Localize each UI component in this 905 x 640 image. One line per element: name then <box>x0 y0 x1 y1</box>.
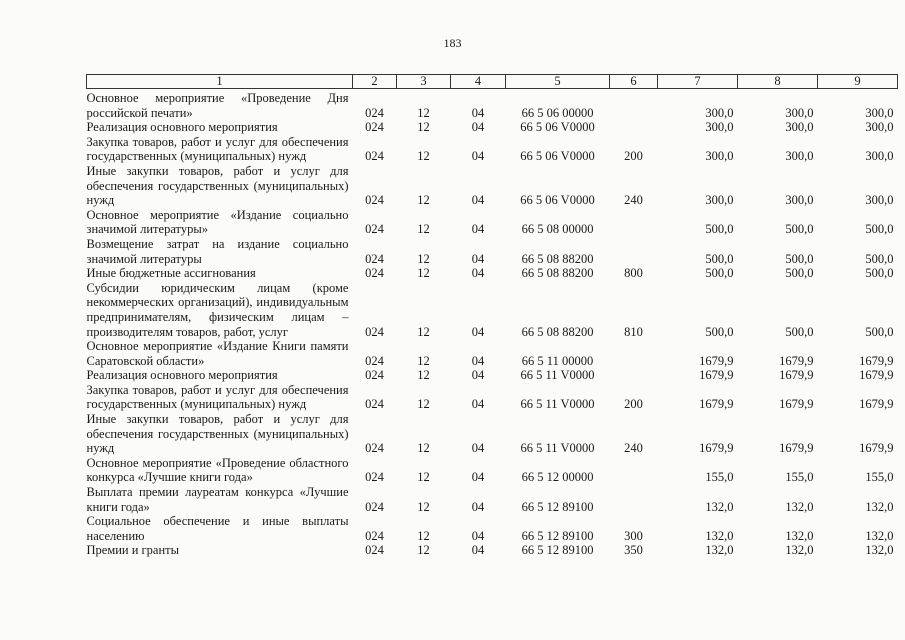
page-number: 183 <box>443 36 462 50</box>
cell-c8: 1679,9 <box>779 353 814 368</box>
cell-c3: 12 <box>417 251 430 266</box>
cell-c9: 500,0 <box>865 222 894 237</box>
cell-c3: 12 <box>417 324 430 339</box>
cell-c3: 12 <box>417 441 430 456</box>
cell-c8: 132,0 <box>785 499 814 514</box>
cell-c4: 04 <box>471 397 485 412</box>
cell-c9: 132,0 <box>865 543 894 558</box>
cell-c4: 04 <box>471 266 485 281</box>
cell-c8: 1679,9 <box>779 397 814 412</box>
cell-c6 <box>610 208 658 237</box>
cell-c9: 500,0 <box>865 251 894 266</box>
row-name: Премии и гранты <box>86 543 180 558</box>
cell-c8: 300,0 <box>785 120 814 135</box>
cell-c3: 12 <box>417 528 430 543</box>
column-header: 4 <box>451 75 506 89</box>
cell-c6: 200 <box>624 149 643 164</box>
cell-c7: 500,0 <box>705 266 734 281</box>
cell-c3: 12 <box>417 193 430 208</box>
cell-c8: 500,0 <box>785 266 814 281</box>
cell-c4: 04 <box>471 368 485 383</box>
budget-table <box>86 74 898 558</box>
cell-c3: 12 <box>417 266 430 281</box>
cell-c3: 12 <box>417 105 430 120</box>
cell-c6: 810 <box>624 324 643 339</box>
row-name: Основное мероприятие «Проведение Дня российской печати» <box>86 91 349 120</box>
cell-c3: 12 <box>417 499 430 514</box>
cell-c8: 132,0 <box>785 543 814 558</box>
table-row <box>87 266 898 281</box>
row-name: Иные закупки товаров, работ и услуг для обеспечения государственных (муниципальных) нужд <box>86 412 349 456</box>
cell-c6: 240 <box>624 193 643 208</box>
cell-c9: 1679,9 <box>859 397 894 412</box>
column-header: 2 <box>353 75 397 89</box>
cell-c6 <box>610 237 658 266</box>
cell-c8: 132,0 <box>785 528 814 543</box>
cell-c6 <box>610 89 658 121</box>
cell-c7: 1679,9 <box>699 368 734 383</box>
cell-c2: 024 <box>365 528 384 543</box>
cell-c9: 300,0 <box>865 105 894 120</box>
table-row <box>87 456 898 485</box>
cell-c8: 300,0 <box>785 149 814 164</box>
row-name: Социальное обеспечение и иные выплаты населению <box>86 514 349 543</box>
cell-c2: 024 <box>365 193 384 208</box>
cell-c6: 350 <box>624 543 643 558</box>
cell-c2: 024 <box>365 441 384 456</box>
table-row <box>87 412 898 456</box>
row-name: Основное мероприятие «Проведение областного конкурса «Лучшие книги года» <box>86 455 349 485</box>
cell-c7: 132,0 <box>705 528 734 543</box>
cell-c5: 66 5 12 89100 <box>521 528 594 543</box>
cell-c8: 1679,9 <box>779 368 814 383</box>
cell-c4: 04 <box>471 251 485 266</box>
cell-c4: 04 <box>471 193 485 208</box>
cell-c5: 66 5 11 00000 <box>521 353 594 368</box>
row-name: Реализация основного мероприятия <box>86 368 278 383</box>
cell-c7: 155,0 <box>705 470 734 485</box>
cell-c6: 200 <box>624 397 643 412</box>
cell-c9: 155,0 <box>865 470 894 485</box>
cell-c5: 66 5 11 V0000 <box>520 397 595 412</box>
cell-c4: 04 <box>471 441 485 456</box>
cell-c9: 300,0 <box>865 149 894 164</box>
cell-c5: 66 5 06 V0000 <box>520 193 595 208</box>
cell-c5: 66 5 12 00000 <box>521 470 594 485</box>
cell-c4: 04 <box>471 105 485 120</box>
cell-c6: 800 <box>624 266 643 281</box>
cell-c7: 300,0 <box>705 120 734 135</box>
cell-c3: 12 <box>417 149 430 164</box>
cell-c7: 500,0 <box>705 251 734 266</box>
cell-c6 <box>610 485 658 514</box>
cell-c9: 300,0 <box>865 193 894 208</box>
cell-c7: 500,0 <box>705 222 734 237</box>
column-header: 3 <box>397 75 451 89</box>
table-row <box>87 164 898 208</box>
cell-c6 <box>610 368 658 383</box>
cell-c6 <box>610 120 658 135</box>
cell-c4: 04 <box>471 222 485 237</box>
cell-c9: 132,0 <box>865 528 894 543</box>
table-row <box>87 281 898 339</box>
cell-c7: 300,0 <box>705 193 734 208</box>
table-row <box>87 208 898 237</box>
cell-c4: 04 <box>471 324 485 339</box>
cell-c8: 500,0 <box>785 324 814 339</box>
cell-c8: 300,0 <box>785 193 814 208</box>
row-name: Основное мероприятие «Издание Книги памяти Саратовской области» <box>86 339 349 368</box>
cell-c8: 500,0 <box>785 222 814 237</box>
cell-c9: 500,0 <box>865 324 894 339</box>
cell-c7: 1679,9 <box>699 397 734 412</box>
cell-c9: 1679,9 <box>859 368 894 383</box>
row-name: Выплата премии лауреатам конкурса «Лучшие книги года» <box>86 485 349 514</box>
cell-c3: 12 <box>417 543 430 558</box>
cell-c4: 04 <box>471 543 485 558</box>
cell-c2: 024 <box>365 499 384 514</box>
cell-c2: 024 <box>365 368 384 383</box>
table-row <box>87 89 898 121</box>
cell-c9: 1679,9 <box>859 441 894 456</box>
cell-c5: 66 5 08 88200 <box>521 251 594 266</box>
cell-c2: 024 <box>365 543 384 558</box>
cell-c2: 024 <box>365 470 384 485</box>
row-name: Реализация основного мероприятия <box>86 120 278 135</box>
cell-c4: 04 <box>471 149 485 164</box>
cell-c5: 66 5 11 V0000 <box>520 368 595 383</box>
cell-c3: 12 <box>417 222 430 237</box>
cell-c2: 024 <box>365 266 384 281</box>
table-row <box>87 543 898 558</box>
column-header: 6 <box>610 75 658 89</box>
cell-c7: 132,0 <box>705 499 734 514</box>
cell-c2: 024 <box>365 120 384 135</box>
row-name: Закупка товаров, работ и услуг для обеспечения государственных (муниципальных) нужд <box>86 134 349 164</box>
cell-c8: 300,0 <box>785 105 814 120</box>
row-name: Возмещение затрат на издание социально значимой литературы <box>86 236 349 266</box>
table-row <box>87 339 898 368</box>
cell-c8: 1679,9 <box>779 441 814 456</box>
cell-c5: 66 5 08 00000 <box>521 222 594 237</box>
cell-c7: 1679,9 <box>699 353 734 368</box>
cell-c7: 132,0 <box>705 543 734 558</box>
table-row <box>87 135 898 164</box>
table-row <box>87 237 898 266</box>
cell-c3: 12 <box>417 368 430 383</box>
cell-c2: 024 <box>365 324 384 339</box>
cell-c5: 66 5 12 89100 <box>521 499 594 514</box>
row-name: Иные закупки товаров, работ и услуг для обеспечения государственных (муниципальных) нужд <box>86 163 349 208</box>
cell-c5: 66 5 12 89100 <box>521 543 594 558</box>
cell-c6: 240 <box>624 441 643 456</box>
cell-c3: 12 <box>417 397 430 412</box>
cell-c8: 155,0 <box>785 470 814 485</box>
cell-c9: 500,0 <box>865 266 894 281</box>
table-row <box>87 485 898 514</box>
cell-c9: 300,0 <box>865 120 894 135</box>
cell-c4: 04 <box>471 353 485 368</box>
cell-c2: 024 <box>365 105 384 120</box>
column-header: 1 <box>87 75 353 89</box>
cell-c4: 04 <box>471 528 485 543</box>
cell-c2: 024 <box>365 397 384 412</box>
cell-c7: 500,0 <box>705 324 734 339</box>
row-name: Основное мероприятие «Издание социально значимой литературы» <box>86 207 349 237</box>
table-row <box>87 120 898 135</box>
column-header: 7 <box>658 75 738 89</box>
cell-c5: 66 5 06 00000 <box>521 105 594 120</box>
cell-c4: 04 <box>471 499 485 514</box>
cell-c7: 300,0 <box>705 105 734 120</box>
column-header: 5 <box>506 75 610 89</box>
cell-c2: 024 <box>365 222 384 237</box>
cell-c7: 300,0 <box>705 149 734 164</box>
cell-c9: 132,0 <box>865 499 894 514</box>
cell-c5: 66 5 08 88200 <box>521 324 594 339</box>
cell-c5: 66 5 11 V0000 <box>520 441 595 456</box>
cell-c2: 024 <box>365 353 384 368</box>
cell-c2: 024 <box>365 251 384 266</box>
header-row <box>87 75 898 89</box>
cell-c3: 12 <box>417 120 430 135</box>
table-row <box>87 514 898 543</box>
column-header: 8 <box>738 75 818 89</box>
cell-c4: 04 <box>471 470 485 485</box>
table-row <box>87 368 898 383</box>
cell-c5: 66 5 06 V0000 <box>520 120 595 135</box>
row-name: Субсидии юридическим лицам (кроме некоммерческих организаций), индивидуальным предпринимателям, физическим лицам – производителям товаров, работ, услуг <box>86 280 349 339</box>
cell-c5: 66 5 08 88200 <box>521 266 594 281</box>
row-name: Закупка товаров, работ и услуг для обеспечения государственных (муниципальных) нужд <box>86 382 349 412</box>
cell-c6 <box>610 456 658 485</box>
cell-c6 <box>610 339 658 368</box>
cell-c3: 12 <box>417 470 430 485</box>
cell-c9: 1679,9 <box>859 353 894 368</box>
cell-c2: 024 <box>365 149 384 164</box>
cell-c7: 1679,9 <box>699 441 734 456</box>
table-row <box>87 383 898 412</box>
cell-c5: 66 5 06 V0000 <box>520 149 595 164</box>
column-header: 9 <box>818 75 898 89</box>
cell-c4: 04 <box>471 120 485 135</box>
cell-c3: 12 <box>417 353 430 368</box>
cell-c6: 300 <box>624 528 643 543</box>
row-name: Иные бюджетные ассигнования <box>86 266 256 281</box>
cell-c8: 500,0 <box>785 251 814 266</box>
